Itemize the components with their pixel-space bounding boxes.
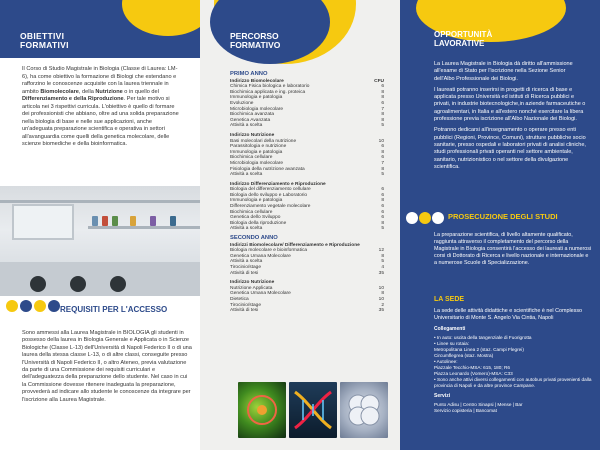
course-cfu: 35 <box>378 308 384 314</box>
course-group-name: Indirizzo Differenziamento e Riproduzione <box>230 181 326 187</box>
connection-line: Piazza Leonardo (Vomero)-MSA: C33 <box>434 370 513 376</box>
first-year-heading: PRIMO ANNO <box>230 71 268 77</box>
lab-shelf <box>0 200 200 203</box>
connection-line: Piazzale Tecchio-MSA: 615, 180; R6 <box>434 364 510 370</box>
lab-shelf <box>88 226 200 229</box>
curriculum-title: PERCORSO FORMATIVO <box>230 31 281 50</box>
cell-shape <box>238 382 286 438</box>
lab-bottle <box>112 216 118 226</box>
course-row <box>230 172 384 178</box>
yellow-dot <box>6 300 18 312</box>
course-cfu: 7 <box>381 160 384 166</box>
dna-image <box>289 382 337 438</box>
course-cfu: 8 <box>381 149 384 155</box>
course-name: Biologia molecolare e bioinformatica <box>230 248 308 254</box>
requirements-text: Sono ammessi alla Laurea Magistrale in BIOLOGIA gli studenti in possesso della laurea in Biologia Generale e Applicata o in Scienze Biologiche (Classe L-13) dell'Università di Napoli Federico II o di una laurea della stessa classe L-13, o di altre classi, conseguite presso l'Università di Napoli Federico II, o altro Ateneo, previa valutazione da parte di una Commissione dei requisiti curriculari e dell'adeguatezza della preparazione dello studente. Nel caso in cui la Commissione dovesse ritenere inadeguata la preparazione, provvederà ad indicare allo studente le conoscenze da integrare per l'iscrizione alla Laurea Magistrale. <box>22 330 192 403</box>
connection-line: Metropolitana Linea 2 (staz. Campi Flegrei) <box>434 346 524 352</box>
objectives-bold-1: Biomolecolare <box>40 88 79 95</box>
course-name: Immunologia e patologia <box>230 95 283 101</box>
connection-line: Circumflegrea (staz. Mostra) <box>434 352 494 358</box>
course-name: Basi molecolari della nutrizione <box>230 138 297 144</box>
course-row <box>230 308 384 314</box>
course-name: Biochimica applicata e ing. proteica <box>230 89 306 95</box>
course-cfu: 8 <box>381 253 384 259</box>
connections-heading: Collegamenti <box>434 325 466 332</box>
course-name: Genetica Umana Molecolare <box>230 291 291 297</box>
lab-bottle <box>150 216 156 226</box>
course-cfu: 5 <box>381 259 384 265</box>
course-name: Biochimica avanzata <box>230 112 274 118</box>
yellow-dot <box>34 300 46 312</box>
objectives-header <box>0 0 200 58</box>
course-cfu: 8 <box>381 117 384 123</box>
lab-bottle <box>130 216 136 226</box>
panel-objectives <box>0 0 200 450</box>
course-cfu: 5 <box>381 123 384 129</box>
course-name: Biologia del differenziamento cellulare <box>230 187 311 193</box>
objectives-text-c: , della <box>78 88 96 95</box>
course-name: Genetica Umana Molecolare <box>230 253 291 259</box>
service-line: Servizio copisteria | Bancomat <box>434 407 497 413</box>
lab-bench <box>0 262 200 296</box>
course-cfu: 8 <box>381 198 384 204</box>
course-name: Microbiologia molecolare <box>230 160 284 166</box>
course-cfu: 10 <box>378 138 384 144</box>
course-cfu: 6 <box>381 204 384 210</box>
course-name: Tirocinio/stage <box>230 302 262 308</box>
course-row <box>230 226 384 232</box>
course-group <box>230 243 384 277</box>
first-year-groups <box>230 79 384 232</box>
laboratory-photo <box>0 186 200 296</box>
course-name: Attività di tesi <box>230 308 259 314</box>
services-list <box>434 402 594 414</box>
further-studies-title: PROSECUZIONE DEGLI STUDI <box>448 212 558 221</box>
course-cfu: 6 <box>381 155 384 161</box>
course-name: Immunologia e patologia <box>230 198 283 204</box>
course-cfu: 8 <box>381 95 384 101</box>
white-dot <box>406 212 418 224</box>
course-name: Biologia dello sviluppo e Laboratorio <box>230 192 308 198</box>
course-name: Parassitologia e nutrizione <box>230 144 287 150</box>
location-text: La sede delle attività didattiche e scientifiche è nel Complesso Universitario di Monte S. Angelo Via Cintia, Napoli <box>434 308 583 321</box>
lab-bottle <box>102 216 108 226</box>
second-year-heading: SECONDO ANNO <box>230 235 278 242</box>
blue-dot <box>48 300 60 312</box>
requirements-title: REQUISITI PER L'ACCESSO <box>60 305 168 314</box>
objectives-title: OBIETTIVI FORMATIVI <box>20 31 69 50</box>
course-cfu: 5 <box>381 226 384 232</box>
embryo-cells <box>340 382 388 438</box>
course-name: Attività a scelta <box>230 226 263 232</box>
course-group <box>230 280 384 314</box>
cfu-label: CFU <box>374 78 384 84</box>
course-cfu: 8 <box>381 291 384 297</box>
lab-stool <box>30 276 46 292</box>
course-name: Genetica Avanzata <box>230 117 271 123</box>
opportunities-paragraph: I laureati potranno inserirsi in progetti di ricerca di base e applicata presso Università ed istituti di Ricerca pubblici e privati, in industrie biotecnologiche,in aziende farmaceutiche o agroalimentari, in Italia e all'estero nonché esercitare la libera professione previa iscrizione all'Albo Nazionale dei Biologi. <box>434 86 586 123</box>
course-name: Biochimica cellulare <box>230 155 273 161</box>
opportunities-paragraph: La Laurea Magistrale in Biologia dà diritto all'ammissione all'esame di Stato per l'iscrizione nella Sezione Senior dell'Albo Professionale dei Biologi. <box>434 61 573 82</box>
course-cfu: 35 <box>378 270 384 276</box>
white-dot <box>432 212 444 224</box>
course-cfu: 6 <box>381 100 384 106</box>
course-group-name: Indirizzo Nutrizione <box>230 132 275 138</box>
course-cfu: 6 <box>381 84 384 90</box>
science-images <box>238 382 388 438</box>
header-decoration <box>122 0 200 36</box>
course-cfu: 6 <box>381 187 384 193</box>
course-group <box>230 133 384 178</box>
location-section <box>434 308 594 414</box>
course-cfu: 8 <box>381 166 384 172</box>
course-cfu: 4 <box>381 265 384 270</box>
course-cfu: 6 <box>381 144 384 150</box>
opportunities-text <box>400 58 600 171</box>
course-name: Fisiologia della nutrizione avanzata <box>230 166 305 172</box>
course-name: Attività a scelta <box>230 259 263 265</box>
objectives-text <box>0 58 200 149</box>
course-name: Biologia della riproduzione <box>230 220 287 226</box>
yellow-dot <box>419 212 431 224</box>
course-cfu: 6 <box>381 192 384 198</box>
course-name: Attività di tesi <box>230 270 259 276</box>
course-cfu: 2 <box>381 302 384 308</box>
course-cfu: 10 <box>378 296 384 302</box>
course-cfu: 5 <box>381 172 384 178</box>
course-cfu: 6 <box>381 215 384 221</box>
lab-stool <box>110 276 126 292</box>
course-name: Immunologia e patologia <box>230 149 283 155</box>
service-line: Punto Adisu | Centro Sinapsi | Mense | Bar <box>434 401 523 407</box>
course-name: Microbiologia molecolare <box>230 106 284 112</box>
course-group <box>230 182 384 232</box>
dna-helix <box>289 382 337 438</box>
objectives-bold-2: Nutrizione <box>95 88 123 95</box>
course-name: Nutrizione Applicata <box>230 285 273 291</box>
connection-line: • Autolinee: <box>434 358 458 364</box>
objectives-text-e: . Per tale motivo si articola nei 3 rispettivi curricula. L'obiettivo è quello di formare dei professionisti che abbiano, oltre ad una solida preparazione nella biologia di base e nelle sue applicazioni, anche un'adeguata preparazione scientifica e operativa in settori all'avanguardia come quelli della genetica molecolare, delle scienze biomediche e della bioinformatica. <box>22 96 179 147</box>
location-title: LA SEDE <box>434 296 465 303</box>
course-name: Genetica dello Sviluppo <box>230 215 281 221</box>
connection-line: • In auto: uscita della tangenziale di Fuorigrotta <box>434 334 532 340</box>
course-cfu: 8 <box>381 89 384 95</box>
second-year-groups <box>230 243 384 314</box>
curriculum-body <box>200 72 400 314</box>
course-group-name: Indirizzi Biomolecolare/ Differenziamento e Riproduzione <box>230 242 360 248</box>
course-cfu: 7 <box>381 106 384 112</box>
further-studies-text: La preparazione scientifica, di livello altamente qualificato, raggiunta attraverso il completamento del percorso della Magistrale in Biologia consentirà l'accesso dei laureati a numerosi corsi di Dottorato di Ricerca e livello nazionale e internazionale e a numerose Scuole di Specializzazione. <box>434 232 592 267</box>
opportunities-paragraph: Potranno dedicarsi all'insegnamento o operare presso enti pubblici (Regioni, Province, Comuni), strutture pubbliche socio sanitarie, presso ospedali e laboratori privati di analisi cliniche, studi professionali privati operanti nel settore ambientale, sanitario, nutrizionistico o nel settore della divulgazione scientifica. <box>434 127 586 170</box>
course-cfu: 8 <box>381 220 384 226</box>
course-name: Evoluzione <box>230 100 254 106</box>
course-name: Chimica Fisica biologica e laboratorio <box>230 84 310 90</box>
course-name: Dietetica <box>230 296 249 302</box>
blue-dot <box>20 300 32 312</box>
course-row <box>230 271 384 277</box>
lab-stool <box>70 276 86 292</box>
course-group-name: Indirizzo Biomolecolare <box>230 78 284 84</box>
curriculum-header <box>200 0 400 70</box>
course-name: Attività a scelta <box>230 172 263 178</box>
course-name: Differenziamento vegetale molecolare <box>230 204 311 210</box>
course-name: Biochimica cellulare <box>230 209 273 215</box>
course-cfu: 6 <box>381 209 384 215</box>
cell-image <box>238 382 286 438</box>
lab-bottle <box>92 216 98 226</box>
lab-bottle <box>170 216 176 226</box>
connection-line: • Sono anche attivi diversi collegamenti con autobus privati provenienti dalla provincia di Napoli e da altre province Campane. <box>434 376 592 388</box>
connection-line: • Linee su rotaia: <box>434 340 469 346</box>
connections-list <box>434 335 594 389</box>
objectives-bold-3: Differenziamento e della Riproduzione <box>22 96 124 102</box>
opportunities-header <box>400 0 600 58</box>
objectives-text-d: o in quello del <box>122 88 159 95</box>
services-heading: Servizi <box>434 392 451 399</box>
course-name: Attività a scelta <box>230 123 263 129</box>
lab-window <box>12 204 74 240</box>
course-cfu: 12 <box>378 248 384 254</box>
objectives-text-a: Il Corso di Studio Magistrale in Biologia (Classe di Laurea: LM-6), ha come obiettivo la formazione di Biologi che estendano e rafforzino le conoscenze acquisite con la laurea triennale in ambito <box>22 66 178 95</box>
opportunities-title: OPPORTUNITÀ LAVORATIVE <box>434 30 493 48</box>
course-group <box>230 79 384 129</box>
course-row <box>230 123 384 129</box>
course-group-name: Indirizzo Nutrizione <box>230 280 275 286</box>
course-cfu: 10 <box>378 285 384 291</box>
embryo-image <box>340 382 388 438</box>
course-cfu: 8 <box>381 112 384 118</box>
course-name: Tirocinio/stage <box>230 265 262 270</box>
